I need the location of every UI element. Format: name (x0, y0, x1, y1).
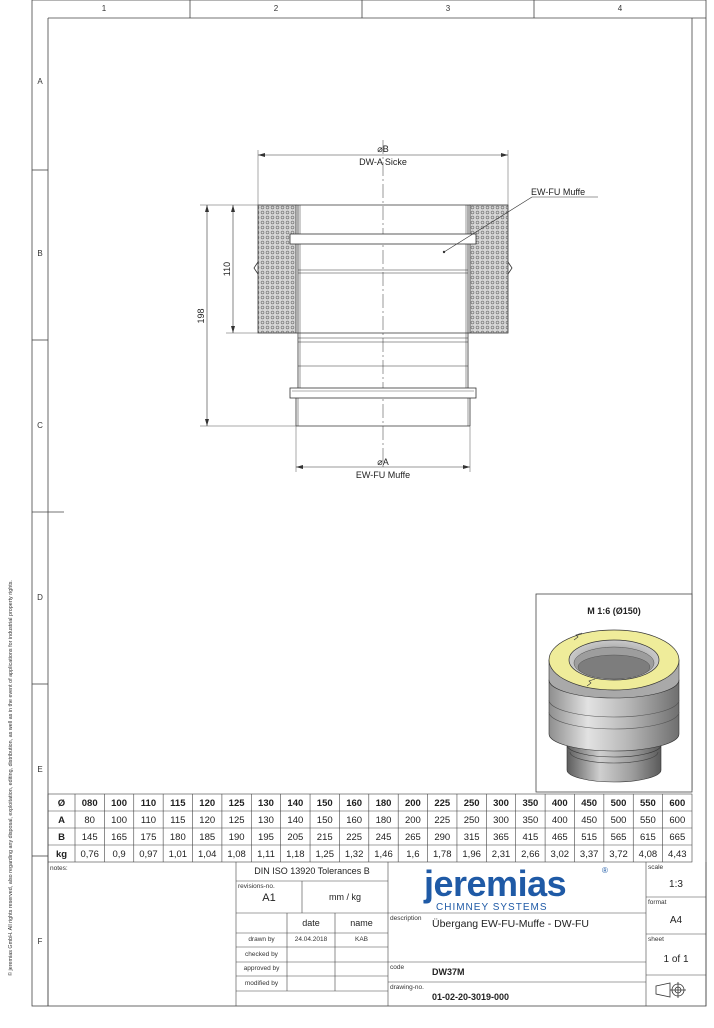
table-cell: 365 (493, 832, 509, 843)
name-header: name (350, 918, 373, 928)
table-cell: 195 (258, 832, 274, 843)
table-cell: 465 (551, 832, 568, 843)
grid-row-d: D (37, 593, 43, 602)
table-cell: 550 (639, 815, 656, 826)
grid-col-3: 3 (445, 4, 451, 13)
drawn-date: 24.04.2018 (294, 936, 328, 943)
table-cell: 1,25 (315, 849, 334, 860)
table-header-cell: 200 (404, 798, 421, 809)
table-cell: 100 (111, 815, 128, 826)
table-cell: 250 (463, 815, 480, 826)
table-cell: 115 (170, 815, 186, 826)
table-cell: 120 (199, 815, 216, 826)
approved-by-label: approved by (243, 965, 280, 972)
grid-col-4: 4 (617, 4, 623, 13)
dim-b-label: DW-A Sicke (359, 157, 407, 167)
scale-value: 1:3 (669, 879, 683, 890)
table-cell: 175 (140, 832, 157, 843)
table-cell: 3,02 (550, 849, 570, 860)
table-header-cell: 600 (669, 798, 686, 809)
table-cell: 110 (140, 815, 157, 826)
table-cell: 205 (287, 832, 304, 843)
brand-logo: jeremias (424, 863, 567, 904)
grid-row-f: F (37, 937, 43, 946)
units: mm / kg (328, 892, 361, 902)
table-cell: 1,32 (344, 849, 364, 860)
table-cell: 300 (493, 815, 509, 826)
checked-by-label: checked by (245, 951, 278, 958)
grid-row-a: A (37, 77, 43, 86)
table-cell: 4,08 (638, 849, 658, 860)
table-cell: 1,96 (462, 849, 481, 860)
table-cell: 615 (639, 832, 656, 843)
dim-b-symbol: ⌀B (377, 144, 389, 154)
grid-row-b: B (37, 249, 43, 258)
table-cell: 350 (522, 815, 539, 826)
table-cell: 1,78 (433, 849, 452, 860)
table-cell: 200 (404, 815, 421, 826)
table-cell: 80 (84, 815, 95, 826)
table-header-cell: 140 (287, 798, 304, 809)
table-cell: 1,11 (257, 849, 275, 860)
table-cell: B (58, 832, 65, 843)
table-header-cell: 115 (170, 798, 186, 809)
description-label: description (390, 915, 422, 922)
dim-a-symbol: ⌀A (377, 457, 389, 467)
table-header-cell: 300 (493, 798, 509, 809)
table-cell: 150 (316, 815, 333, 826)
dim-a-label: EW-FU Muffe (355, 470, 411, 480)
table-cell: 1,08 (227, 849, 246, 860)
table-cell: 315 (463, 832, 480, 843)
table-header-cell: 125 (228, 798, 245, 809)
isometric-inset (536, 594, 692, 792)
table-cell: 1,46 (374, 849, 393, 860)
table-cell: 160 (346, 815, 363, 826)
table-header-cell: 180 (375, 798, 392, 809)
format-label: format (648, 899, 667, 906)
table-header-cell: 160 (346, 798, 363, 809)
table-cell: 245 (375, 832, 392, 843)
drawing-no-value: 01-02-20-3019-000 (432, 992, 510, 1002)
table-header-cell: 400 (551, 798, 568, 809)
title-block-grid (48, 862, 706, 1006)
modified-by-label: modified by (244, 980, 279, 987)
table-cell: A (58, 815, 65, 826)
table-cell: 1,18 (286, 849, 305, 860)
table-header-cell: 080 (81, 798, 98, 809)
grid-row-c: C (37, 421, 43, 430)
grid-col-1: 1 (101, 4, 107, 13)
brand-subtitle: CHIMNEY SYSTEMS (436, 902, 548, 913)
description-value: Übergang EW-FU-Muffe - DW-FU (432, 918, 589, 930)
table-cell: 3,37 (579, 849, 599, 860)
table-cell: 415 (522, 832, 539, 843)
copyright-notice: © jeremias GmbH. All rights reserved, also regarding any disposal, exploitation, editing, distribution, as well as in the event of applications for industrial property rights. (8, 580, 14, 976)
table-cell: 225 (346, 832, 363, 843)
table-cell: 185 (199, 832, 216, 843)
table-header-cell: Ø (57, 798, 66, 809)
table-cell: 3,72 (609, 849, 628, 860)
sheet-value: 1 of 1 (663, 954, 689, 965)
table-cell: 215 (316, 832, 333, 843)
table-cell: 190 (228, 832, 245, 843)
drawn-name: KAB (354, 936, 368, 943)
code-label: code (390, 964, 405, 971)
date-header: date (302, 918, 320, 928)
scale-label: scale (648, 864, 664, 871)
table-cell: 450 (581, 815, 598, 826)
table-header-cell: 225 (434, 798, 451, 809)
table-cell: 130 (258, 815, 274, 826)
table-header-cell: 100 (111, 798, 128, 809)
table-cell: 140 (287, 815, 304, 826)
table-header-cell: 120 (199, 798, 216, 809)
table-cell: 145 (81, 832, 98, 843)
table-header-cell: 150 (316, 798, 333, 809)
table-cell: 290 (434, 832, 451, 843)
dim-198: 198 (196, 308, 206, 324)
table-cell: 2,66 (521, 849, 540, 860)
table-cell: 0,97 (139, 849, 158, 860)
revisions-label: revisions-no. (238, 883, 275, 890)
grid-row-e: E (37, 765, 43, 774)
table-cell: 265 (404, 832, 421, 843)
inset-title: M 1:6 (Ø150) (587, 606, 641, 616)
table-cell: 1,6 (406, 849, 420, 860)
table-cell: 500 (610, 815, 627, 826)
table-cell: 515 (581, 832, 598, 843)
format-value: A4 (669, 915, 683, 926)
table-cell: 4,43 (668, 849, 687, 860)
table-cell: 165 (111, 832, 128, 843)
table-cell: 0,76 (80, 849, 99, 860)
code-value: DW37M (432, 967, 465, 977)
table-header-cell: 110 (140, 798, 157, 809)
table-cell: 125 (228, 815, 245, 826)
table-cell: 665 (669, 832, 686, 843)
first-angle-projection-icon (656, 982, 686, 998)
tolerances: DIN ISO 13920 Tolerances B (254, 866, 370, 876)
table-header-cell: 450 (581, 798, 598, 809)
callout-label: EW-FU Muffe (531, 187, 586, 197)
table-cell: 2,31 (491, 849, 511, 860)
table-cell: 400 (551, 815, 568, 826)
table-header-cell: 500 (610, 798, 627, 809)
table-cell: 1,04 (197, 849, 217, 860)
table-cell: 565 (610, 832, 627, 843)
table-cell: kg (55, 849, 68, 860)
notes-label: notes: (50, 865, 68, 872)
table-cell: 180 (169, 832, 186, 843)
dim-110: 110 (222, 261, 232, 277)
table-cell: 180 (375, 815, 392, 826)
table-header-cell: 250 (463, 798, 480, 809)
table-cell: 1,01 (168, 849, 188, 860)
drawing-no-label: drawing-no. (390, 984, 424, 991)
sheet-label: sheet (648, 936, 664, 943)
revision-value: A1 (262, 892, 276, 904)
table-header-cell: 350 (522, 798, 539, 809)
table-cell: 600 (669, 815, 686, 826)
table-cell: 0,9 (112, 849, 126, 860)
grid-col-2: 2 (273, 4, 279, 13)
brand-registered-mark: ® (602, 866, 608, 875)
size-table-grid (48, 794, 692, 862)
table-header-cell: 550 (639, 798, 656, 809)
table-header-cell: 130 (258, 798, 274, 809)
table-cell: 225 (434, 815, 451, 826)
drawn-by-label: drawn by (248, 936, 275, 943)
